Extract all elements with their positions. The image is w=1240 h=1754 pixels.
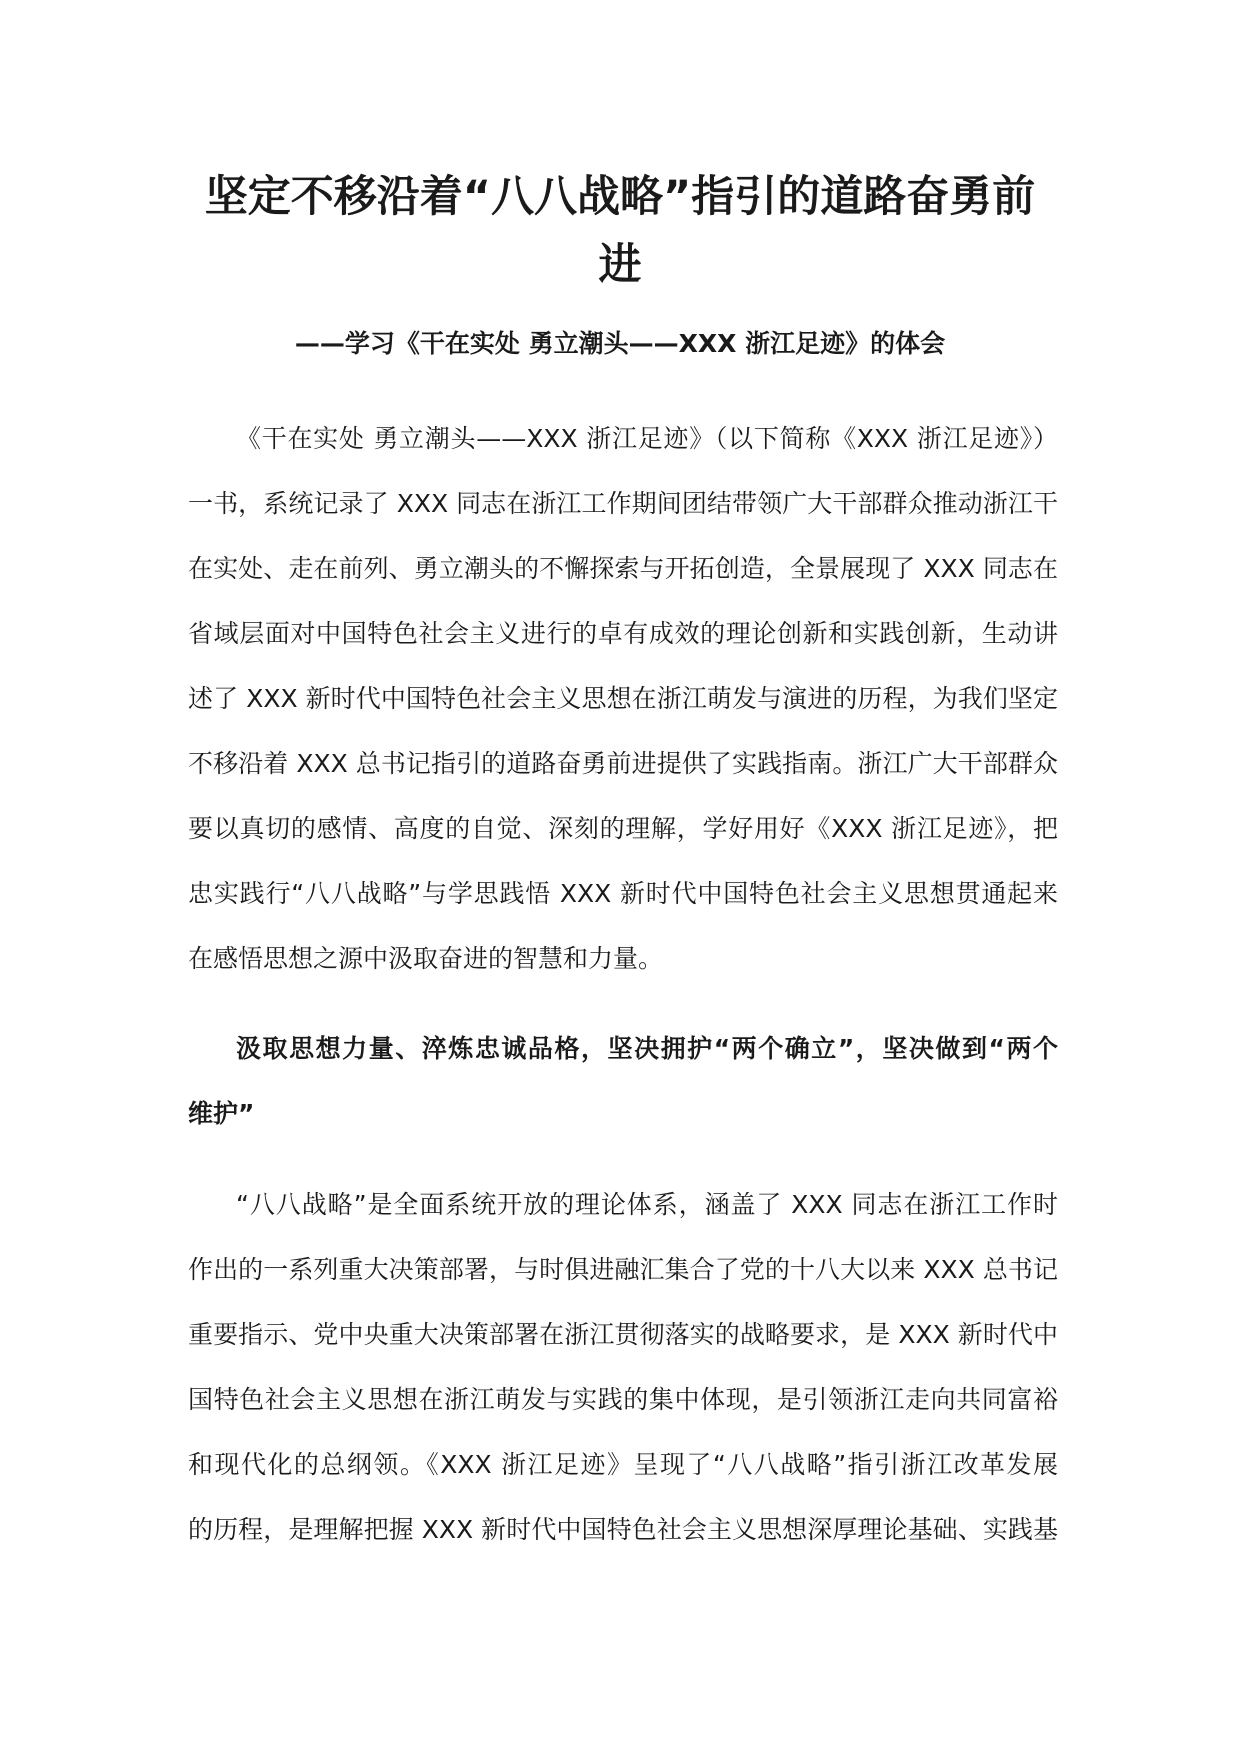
text-line: 省域层面对中国特色社会主义进行的卓有成效的理论创新和实践创新，生动讲 — [188, 619, 1058, 648]
text-line: 述了 XXX 新时代中国特色社会主义思想在浙江萌发与演进的历程，为我们坚定 — [188, 684, 1058, 713]
paragraph-intro — [188, 406, 1058, 991]
text-line: 忠实践行“八八战略”与学思践悟 XXX 新时代中国特色社会主义思想贯通起来 — [188, 879, 1058, 908]
text-line: 的历程，是理解把握 XXX 新时代中国特色社会主义思想深厚理论基础、实践基 — [188, 1515, 1058, 1544]
title-line: 进 — [598, 240, 642, 290]
heading-line: 汲取思想力量、淬炼忠诚品格，坚决拥护“两个确立”，坚决做到“两个 — [236, 1034, 1058, 1063]
text-line: 作出的一系列重大决策部署，与时俱进融汇集合了党的十八大以来 XXX 总书记 — [188, 1255, 1058, 1284]
section-heading — [188, 1016, 1058, 1146]
text-line: 在感悟思想之源中汲取奋进的智慧和力量。 — [188, 944, 664, 973]
text-line: 在实处、走在前列、勇立潮头的不懈探索与开拓创造，全景展现了 XXX 同志在 — [188, 554, 1058, 583]
heading-line: 维护” — [188, 1099, 255, 1128]
text-line: 重要指示、党中央重大决策部署在浙江贯彻落实的战略要求，是 XXX 新时代中 — [188, 1320, 1058, 1349]
text-line: “八八战略”是全面系统开放的理论体系，涵盖了 XXX 同志在浙江工作时 — [236, 1190, 1058, 1219]
text-line: 《干在实处 勇立潮头——XXX 浙江足迹》（以下简称《XXX 浙江足迹》） — [236, 424, 1058, 453]
title-line: 坚定不移沿着“八八战略”指引的道路奋勇前 — [204, 172, 1036, 222]
document-subtitle: ——学习《干在实处 勇立潮头——XXX 浙江足迹》的体会 — [294, 329, 946, 358]
document-title — [180, 163, 1060, 299]
paragraph-eight-eight-strategy — [188, 1172, 1058, 1562]
text-line: 不移沿着 XXX 总书记指引的道路奋勇前进提供了实践指南。浙江广大干部群众 — [188, 749, 1058, 778]
text-line: 一书，系统记录了 XXX 同志在浙江工作期间团结带领广大干部群众推动浙江干 — [188, 489, 1058, 518]
text-line: 国特色社会主义思想在浙江萌发与实践的集中体现，是引领浙江走向共同富裕 — [188, 1385, 1058, 1414]
text-line: 和现代化的总纲领。《XXX 浙江足迹》呈现了“八八战略”指引浙江改革发展 — [188, 1450, 1058, 1479]
text-line: 要以真切的感情、高度的自觉、深刻的理解，学好用好《XXX 浙江足迹》，把 — [188, 814, 1058, 843]
